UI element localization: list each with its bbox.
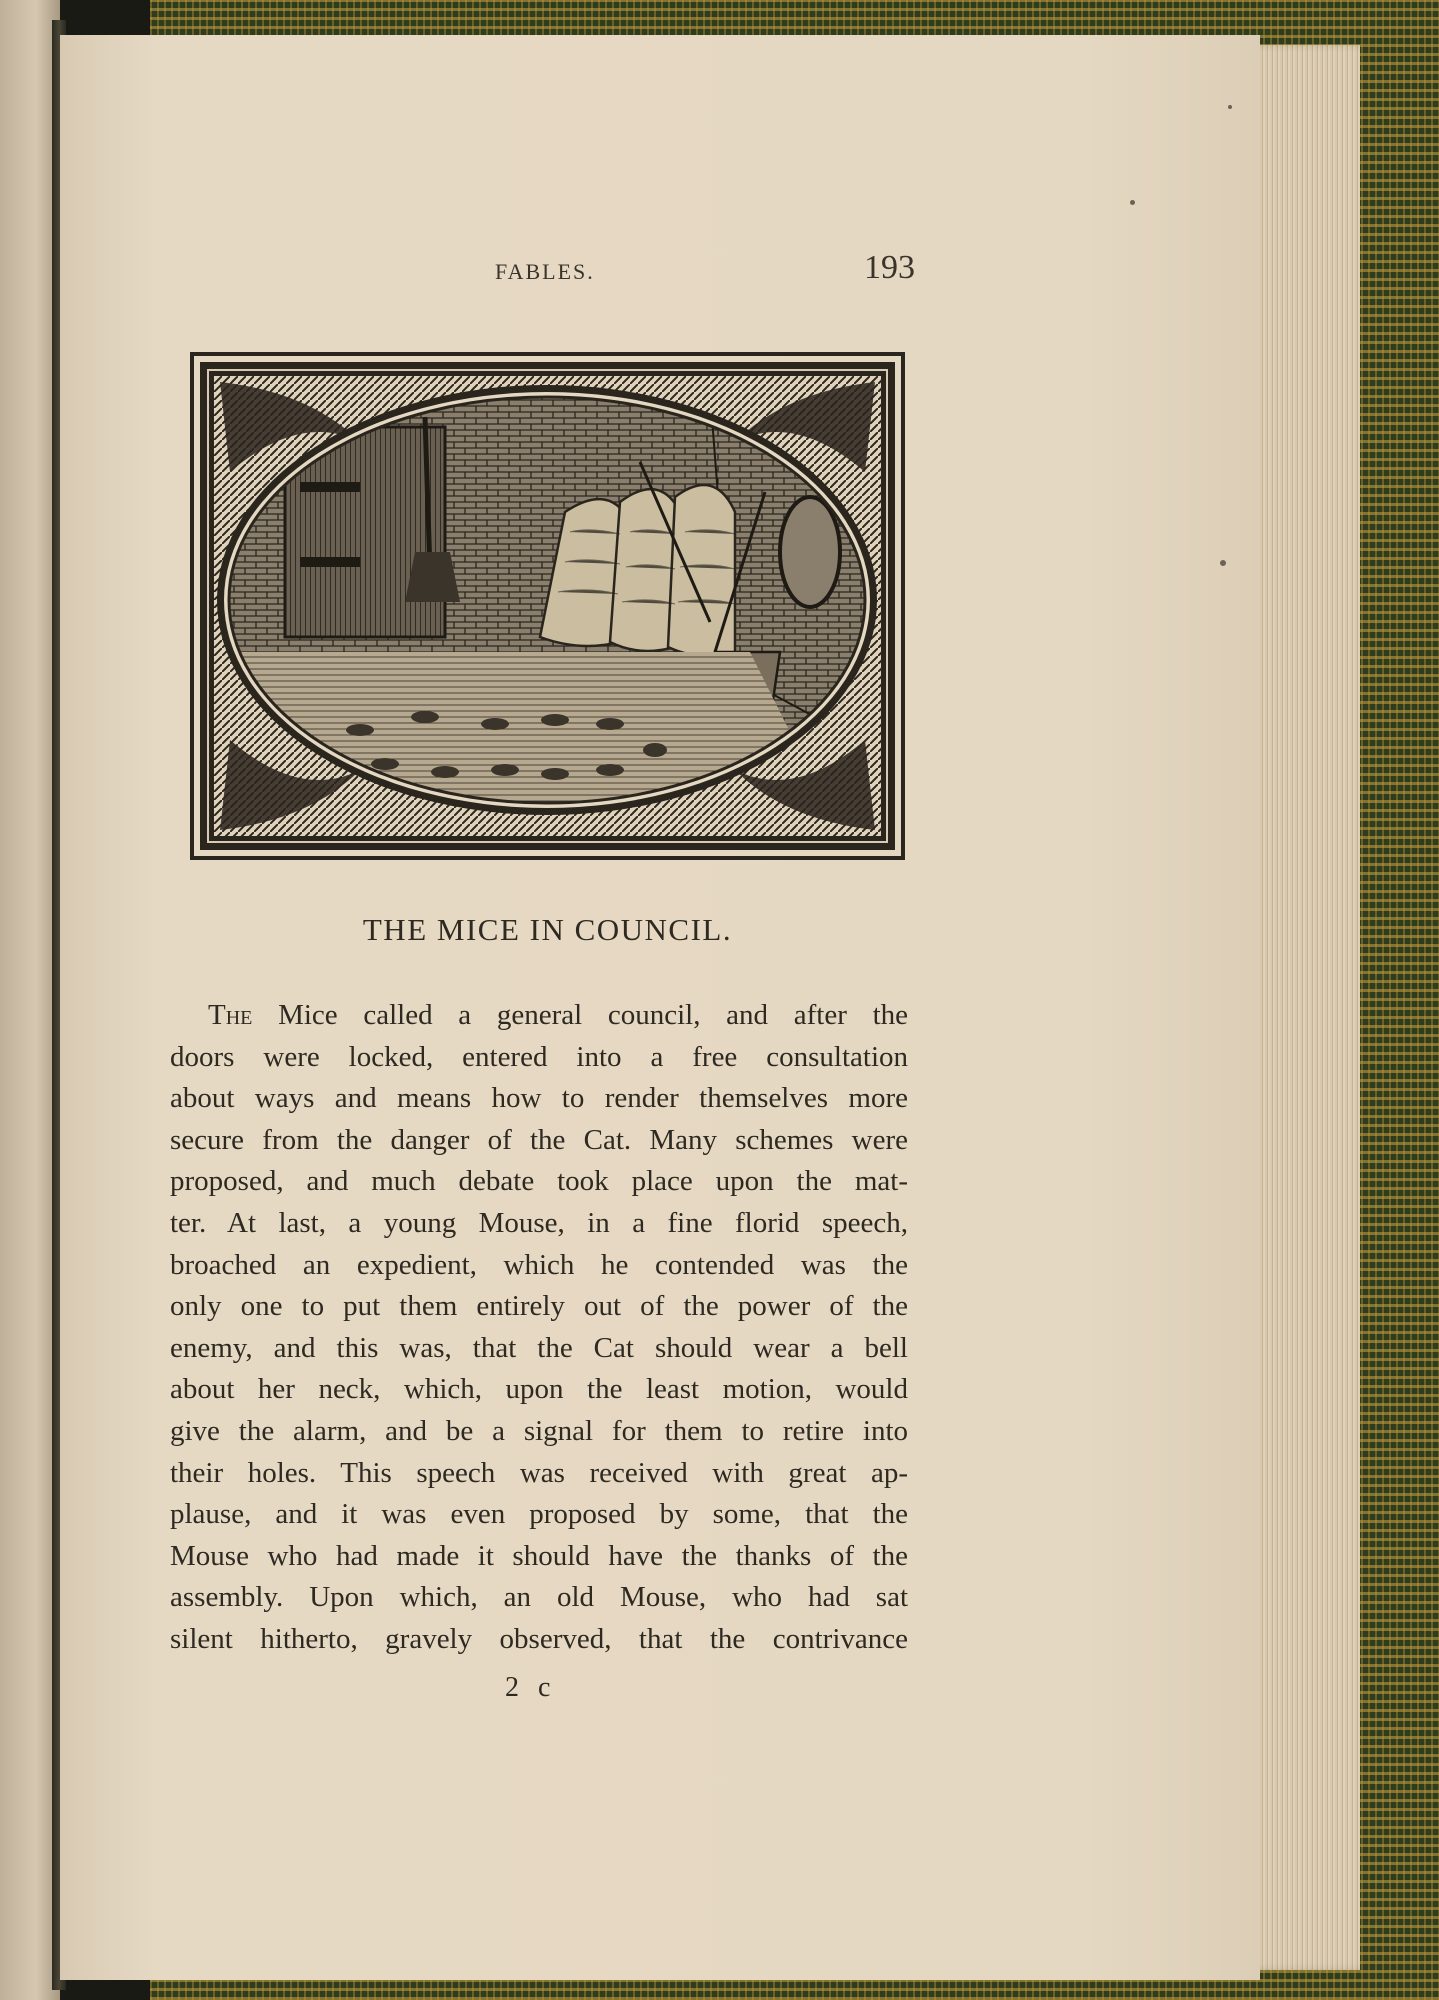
text-line-6: ter. At last, a young Mouse, in a fine florid speech, bbox=[170, 1206, 908, 1239]
paper-speck bbox=[1228, 105, 1232, 109]
text-line-12: their holes. This speech was received with great ap- bbox=[170, 1456, 908, 1489]
fable-body bbox=[170, 995, 908, 1661]
text-line-11: give the alarm, and be a signal for them to retire into bbox=[170, 1414, 908, 1447]
text-line-10: about her neck, which, upon the least motion, would bbox=[170, 1373, 908, 1406]
text-line-15: assembly. Upon which, an old Mouse, who had sat bbox=[170, 1581, 908, 1614]
facing-page-edge bbox=[0, 0, 60, 2000]
text-line-7: broached an expedient, which he contended was the bbox=[170, 1248, 908, 1281]
page-number: 193 bbox=[864, 249, 915, 286]
engraving-image bbox=[190, 352, 905, 860]
text-line-3: about ways and means how to render themselves more bbox=[170, 1082, 908, 1115]
text-line-5: proposed, and much debate took place upon the mat- bbox=[170, 1165, 908, 1198]
fable-title: THE MICE IN COUNCIL. bbox=[362, 912, 733, 947]
drop-word: The bbox=[208, 999, 253, 1031]
text-line-16: silent hitherto, gravely observed, that the contrivance bbox=[170, 1622, 908, 1655]
woodcut-illustration bbox=[190, 352, 905, 860]
paper-speck bbox=[1220, 560, 1226, 566]
signature-mark: 2 c bbox=[505, 1672, 557, 1703]
text-line-14: Mouse who had made it should have the thanks of the bbox=[170, 1539, 908, 1572]
text-line-1: The Mice called a general council, and after the bbox=[208, 999, 908, 1031]
text-line-4: secure from the danger of the Cat. Many schemes were bbox=[170, 1123, 908, 1156]
running-head-title: FABLES. bbox=[495, 259, 595, 284]
paper-speck bbox=[1130, 200, 1135, 205]
text-line-8: only one to put them entirely out of the power of the bbox=[170, 1290, 908, 1323]
running-head bbox=[495, 249, 915, 295]
text-line-9: enemy, and this was, that the Cat should wear a bell bbox=[170, 1331, 908, 1364]
text-line-2: doors were locked, entered into a free consultation bbox=[170, 1040, 908, 1073]
text-line-13: plause, and it was even proposed by some, that the bbox=[170, 1498, 908, 1531]
